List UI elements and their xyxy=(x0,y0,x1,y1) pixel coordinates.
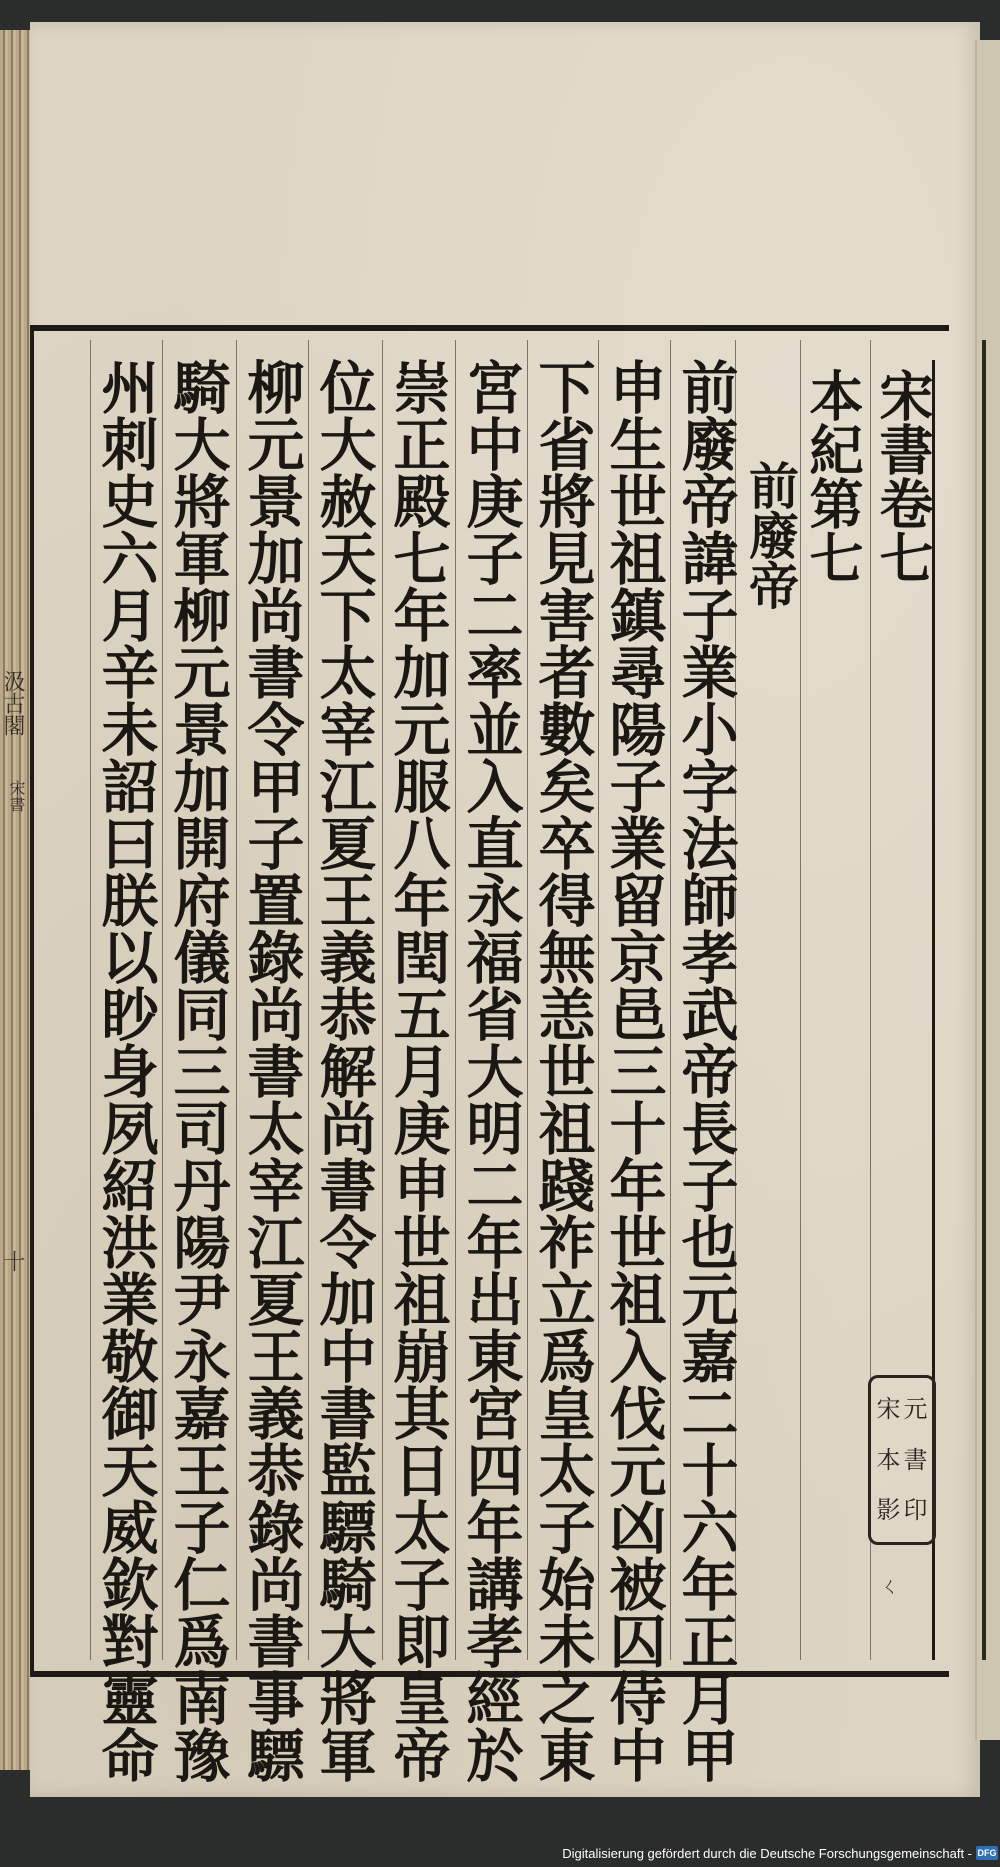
margin-mark: ㄑ xyxy=(880,1574,900,1598)
footer-bar xyxy=(0,1837,1000,1867)
column-rule xyxy=(670,340,671,1660)
seal-stamp xyxy=(868,1375,936,1545)
column-rule xyxy=(236,340,237,1660)
text-column-4: 宮中庚子二率並入直永福省大明二年出東宮四年講孝經於 xyxy=(457,358,524,1783)
edge-mark-3: 十 xyxy=(0,1250,25,1272)
book-title: 宋書卷七 xyxy=(871,368,935,584)
section-title: 本紀第七 xyxy=(801,368,865,584)
seal-char: 書 xyxy=(903,1445,928,1474)
column-rule xyxy=(598,340,599,1660)
column-rule xyxy=(455,340,456,1660)
text-column-1: 前廢帝諱子業小字法師孝武帝長子也元嘉二十六年正月甲 xyxy=(672,358,739,1783)
edge-mark-2: 宋書 xyxy=(7,780,26,812)
text-column-6: 位大赦天下太宰江夏王義恭解尚書令加中書監驃騎大將軍 xyxy=(310,358,377,1783)
text-column-9: 州刺史六月辛未詔曰朕以眇身夙紹洪業敬御天威欽對靈命 xyxy=(92,358,159,1783)
chapter-heading: 前廢帝 xyxy=(741,460,800,610)
column-rule xyxy=(527,340,528,1660)
column-rule xyxy=(308,340,309,1660)
text-column-2: 申生世祖鎮尋陽子業留京邑三十年世祖入伐元凶被囚侍中 xyxy=(600,358,667,1783)
column-rule xyxy=(382,340,383,1660)
seal-char: 本 xyxy=(876,1445,901,1474)
column-rule xyxy=(162,340,163,1660)
seal-char: 元 xyxy=(903,1394,928,1423)
seal-char: 影 xyxy=(876,1496,901,1525)
footer-credit: Digitalisierung gefördert durch die Deutsche Forschungsgemeinschaft - xyxy=(562,1846,972,1861)
text-column-3: 下省將見害者數矣卒得無恙世祖踐祚立爲皇太子始未之東 xyxy=(529,358,596,1783)
column-rule xyxy=(90,340,91,1660)
edge-mark-1: 汲古閣 xyxy=(0,670,25,736)
seal-char: 宋 xyxy=(876,1394,901,1423)
dfg-logo-badge: DFG xyxy=(977,1848,997,1858)
next-page-frame-line xyxy=(982,340,992,1660)
text-column-8: 騎大將軍柳元景加開府儀同三司丹陽尹永嘉王子仁爲南豫 xyxy=(164,358,231,1783)
text-column-5: 崇正殿七年加元服八年閏五月庚申世祖崩其日太子即皇帝 xyxy=(384,358,451,1783)
seal-char: 印 xyxy=(903,1496,928,1525)
text-column-7: 柳元景加尚書令甲子置錄尚書太宰江夏王義恭錄尚書事驃 xyxy=(238,358,305,1783)
